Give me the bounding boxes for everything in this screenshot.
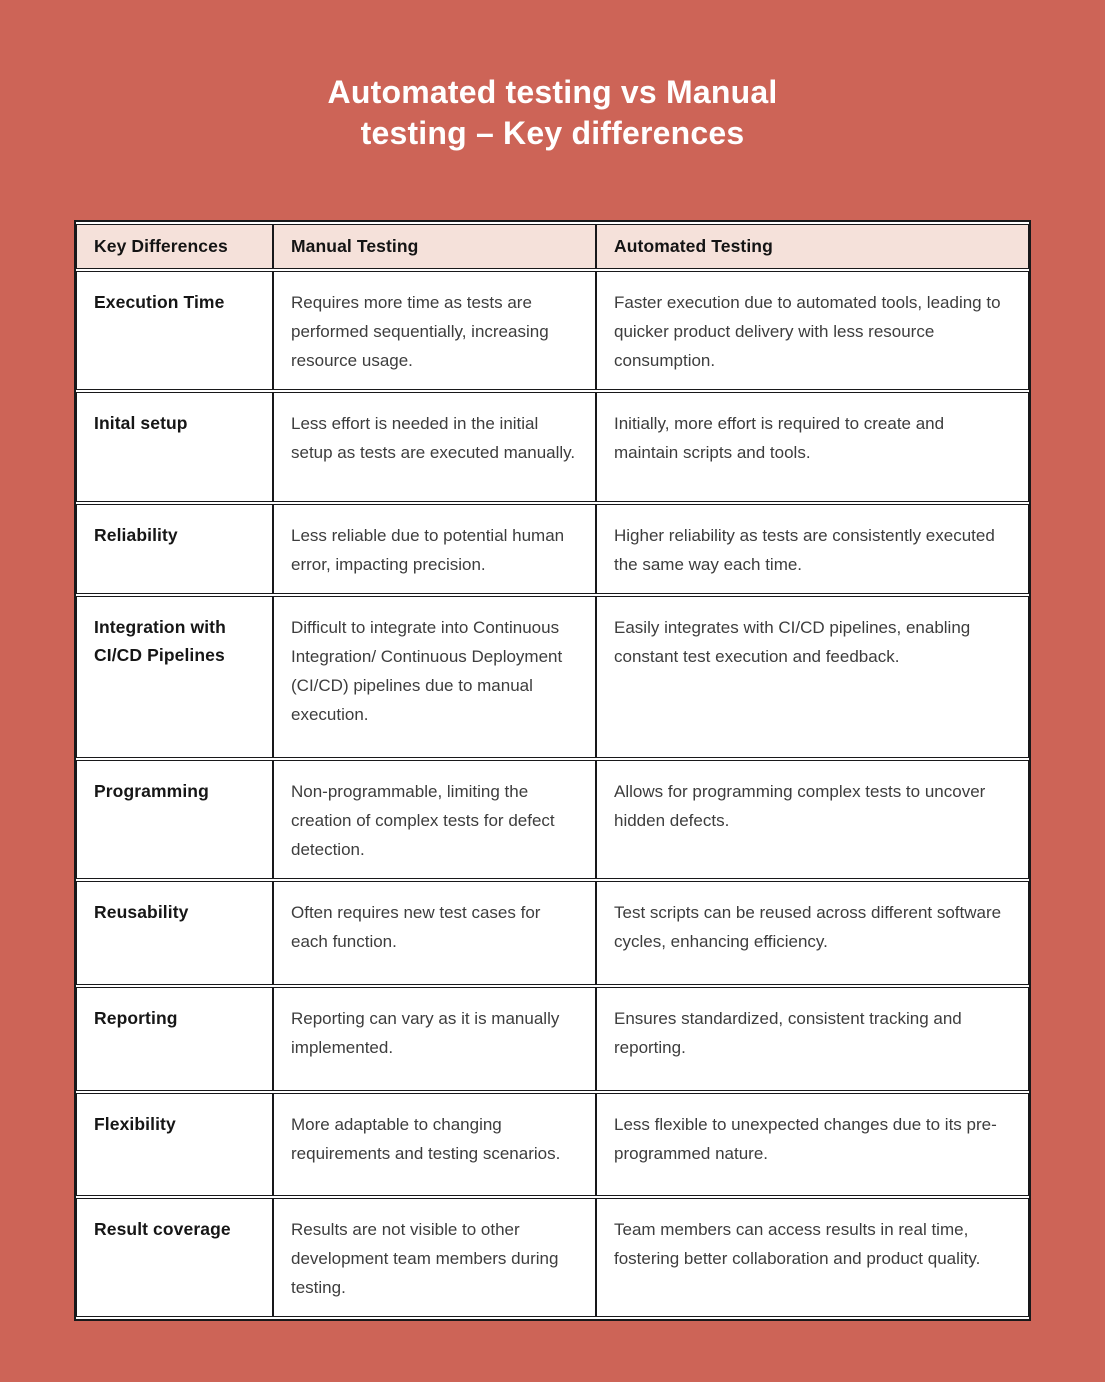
table-row xyxy=(76,1198,1029,1317)
row-key-label: Reporting xyxy=(76,987,273,1091)
row-manual-testing-text: More adaptable to changing requirements and testing scenarios. xyxy=(273,1093,596,1196)
row-automated-testing-text: Faster execution due to automated tools, leading to quicker product delivery with less resource consumption. xyxy=(596,271,1029,390)
row-automated-testing-text: Initially, more effort is required to create and maintain scripts and tools. xyxy=(596,392,1029,502)
row-key-label: Execution Time xyxy=(76,271,273,390)
header-automated-testing: Automated Testing xyxy=(596,224,1029,269)
row-manual-testing-text: Less effort is needed in the initial setup as tests are executed manually. xyxy=(273,392,596,502)
row-automated-testing-text: Easily integrates with CI/CD pipelines, enabling constant test execution and feedback. xyxy=(596,596,1029,758)
row-manual-testing-text: Results are not visible to other development team members during testing. xyxy=(273,1198,596,1317)
table-row xyxy=(76,596,1029,758)
row-manual-testing-text: Non-programmable, limiting the creation of complex tests for defect detection. xyxy=(273,760,596,879)
row-automated-testing-text: Test scripts can be reused across different software cycles, enhancing efficiency. xyxy=(596,881,1029,985)
row-manual-testing-text: Requires more time as tests are performed sequentially, increasing resource usage. xyxy=(273,271,596,390)
table-row xyxy=(76,881,1029,985)
row-manual-testing-text: Often requires new test cases for each function. xyxy=(273,881,596,985)
table-row xyxy=(76,504,1029,594)
comparison-table xyxy=(74,220,1031,1321)
row-key-label: Result coverage xyxy=(76,1198,273,1317)
page-title xyxy=(0,72,1105,154)
table-row xyxy=(76,392,1029,502)
row-key-label: Reliability xyxy=(76,504,273,594)
table-header-row xyxy=(76,224,1029,269)
row-key-label: Reusability xyxy=(76,881,273,985)
table-row xyxy=(76,1093,1029,1196)
header-key-differences: Key Differences xyxy=(76,224,273,269)
title-line-1: Automated testing vs Manual xyxy=(327,74,778,110)
header-manual-testing: Manual Testing xyxy=(273,224,596,269)
row-automated-testing-text: Ensures standardized, consistent tracking and reporting. xyxy=(596,987,1029,1091)
title-line-2: testing – Key differences xyxy=(360,115,745,151)
table-row xyxy=(76,271,1029,390)
row-automated-testing-text: Less flexible to unexpected changes due to its pre-programmed nature. xyxy=(596,1093,1029,1196)
row-automated-testing-text: Higher reliability as tests are consistently executed the same way each time. xyxy=(596,504,1029,594)
row-key-label: Integration with CI/CD Pipelines xyxy=(76,596,273,758)
row-key-label: Inital setup xyxy=(76,392,273,502)
row-key-label: Programming xyxy=(76,760,273,879)
table-row xyxy=(76,760,1029,879)
row-key-label: Flexibility xyxy=(76,1093,273,1196)
row-manual-testing-text: Difficult to integrate into Continuous Integration/ Continuous Deployment (CI/CD) pipelines due to manual execution. xyxy=(273,596,596,758)
row-manual-testing-text: Reporting can vary as it is manually implemented. xyxy=(273,987,596,1091)
row-automated-testing-text: Allows for programming complex tests to uncover hidden defects. xyxy=(596,760,1029,879)
row-manual-testing-text: Less reliable due to potential human error, impacting precision. xyxy=(273,504,596,594)
table-body xyxy=(76,271,1029,1317)
row-automated-testing-text: Team members can access results in real time, fostering better collaboration and product quality. xyxy=(596,1198,1029,1317)
table-row xyxy=(76,987,1029,1091)
